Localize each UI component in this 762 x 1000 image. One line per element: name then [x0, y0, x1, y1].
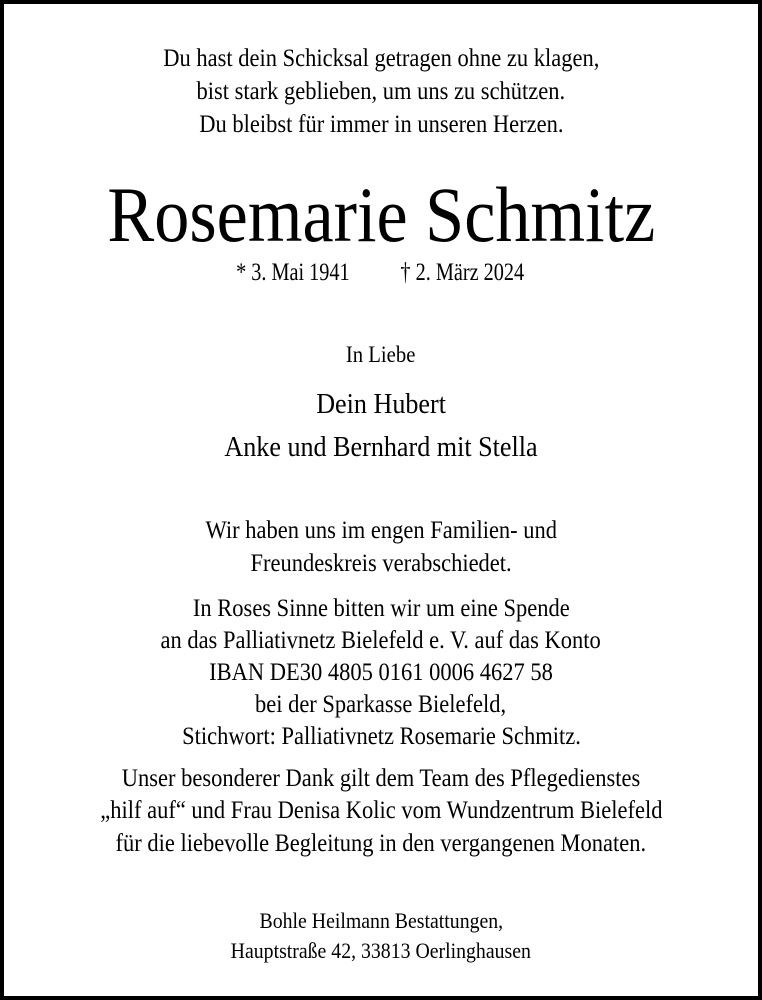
death-date: † 2. März 2024: [401, 259, 525, 286]
thanks-line: „hilf auf“ und Frau Denisa Kolic vom Wundzentrum Bielefeld: [99, 797, 663, 824]
in-love-label: In Liebe: [346, 342, 416, 367]
thanks-line: Unser besonderer Dank gilt dem Team des Pflegedienstes: [121, 765, 641, 792]
donation-line: In Roses Sinne bitten wir um eine Spende: [192, 595, 570, 622]
deceased-name: Rosemarie Schmitz: [107, 171, 655, 258]
undertaker-name: Bohle Heilmann Bestattungen,: [259, 908, 503, 933]
undertaker-address: Hauptstraße 42, 33813 Oerlinghausen: [230, 938, 532, 963]
poem-line: bist stark geblieben, um uns zu schützen.: [196, 78, 566, 105]
donation-line: Stichwort: Palliativnetz Rosemarie Schmitz.: [181, 723, 581, 750]
iban-line: IBAN DE30 4805 0161 0006 4627 58: [209, 659, 553, 686]
donation-line: bei der Sparkasse Bielefeld,: [255, 691, 507, 718]
donation-line: an das Palliativnetz Bielefeld e. V. auf das Konto: [160, 627, 602, 654]
signatory: Dein Hubert: [316, 388, 446, 420]
farewell-line: Freundeskreis verabschiedet.: [250, 550, 512, 577]
farewell-line: Wir haben uns im engen Familien- und: [205, 517, 557, 544]
thanks-line: für die liebevolle Begleitung in den vergangenen Monaten.: [115, 830, 647, 857]
signatory: Anke und Bernhard mit Stella: [224, 431, 538, 463]
poem-line: Du bleibst für immer in unseren Herzen.: [198, 111, 564, 138]
life-dates: [4, 260, 758, 285]
birth-date: * 3. Mai 1941: [236, 259, 351, 286]
poem-line: Du hast dein Schicksal getragen ohne zu klagen,: [162, 45, 600, 72]
